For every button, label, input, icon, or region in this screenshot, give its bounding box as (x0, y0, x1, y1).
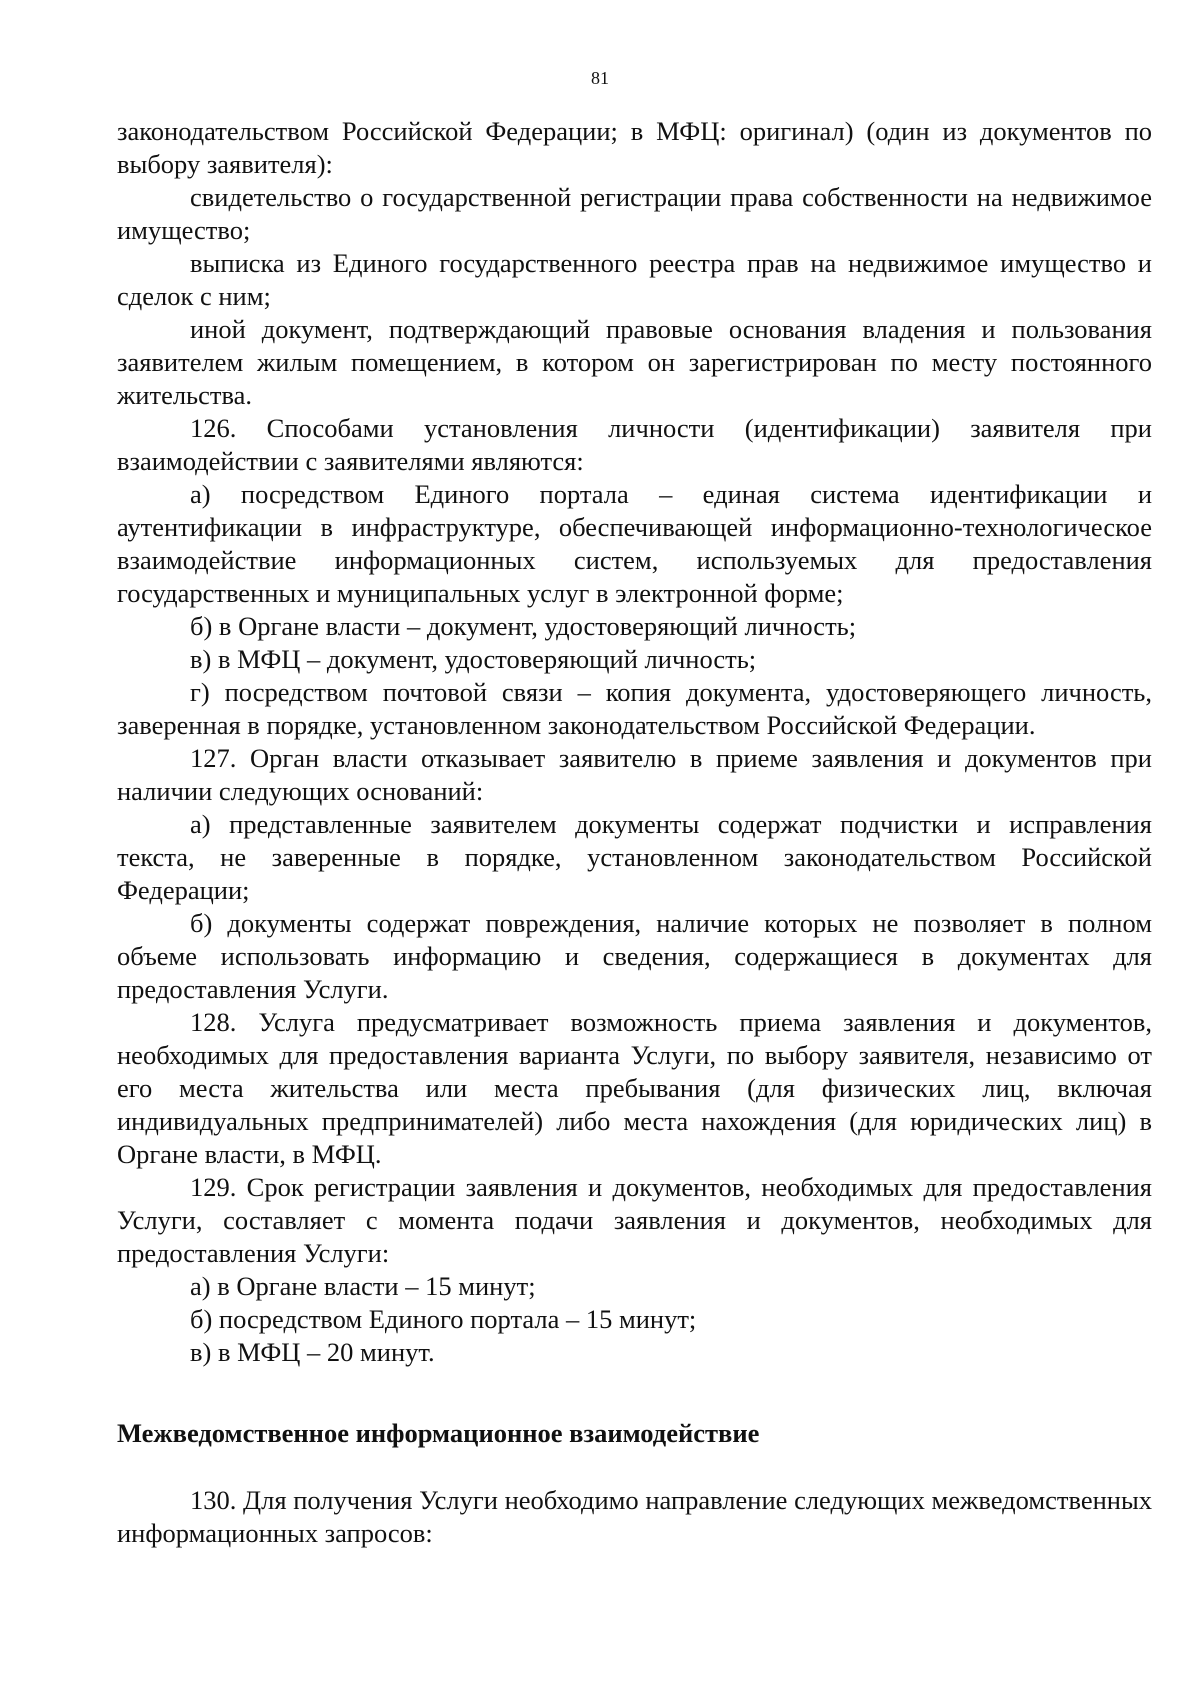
paragraph-item: иной документ, подтверждающий правовые основания владения и пользования заявителем жилым помещением, в котором он зарегистрирован по месту постоянного жительства. (117, 314, 1152, 410)
paragraph-item: б) документы содержат повреждения, наличие которых не позволяет в полном объеме использовать информацию и сведения, содержащиеся в документах для предоставления Услуги. (117, 908, 1152, 1004)
page-number: 81 (591, 68, 609, 88)
paragraph-127: 127. Орган власти отказывает заявителю в приеме заявления и документов при наличии следующих оснований: (117, 743, 1152, 806)
paragraph-item: б) в Органе власти – документ, удостоверяющий личность; (190, 611, 857, 641)
section-heading: Межведомственное информационное взаимодействие (117, 1418, 760, 1448)
paragraph-item: а) в Органе власти – 15 минут; (190, 1271, 536, 1301)
paragraph-126: 126. Способами установления личности (идентификации) заявителя при взаимодействии с заявителями являются: (117, 413, 1152, 476)
paragraph-continuation: законодательством Российской Федерации; в МФЦ: оригинал) (один из документов по выбору заявителя): (117, 116, 1152, 179)
paragraph-128: 128. Услуга предусматривает возможность приема заявления и документов, необходимых для предоставления варианта Услуги, по выбору заявителя, независимо от его места жительства или места пребывания (для физических лиц, включая индивидуальных предпринимателей) либо места нахождения (для юридических лиц) в Органе власти, в МФЦ. (117, 1007, 1152, 1169)
paragraph-item: свидетельство о государственной регистрации права собственности на недвижимое имущество; (117, 182, 1152, 245)
paragraph-item: выписка из Единого государственного реестра прав на недвижимое имущество и сделок с ним; (117, 248, 1152, 311)
paragraph-item: а) посредством Единого портала – единая система идентификации и аутентификации в инфраструктуре, обеспечивающей информационно-технологическое взаимодействие информационных систем, используемых для предоставления государственных и муниципальных услуг в электронной форме; (117, 479, 1152, 608)
document-body (117, 115, 1152, 1550)
paragraph-item: г) посредством почтовой связи – копия документа, удостоверяющего личность, заверенная в порядке, установленном законодательством Российской Федерации. (117, 677, 1152, 740)
paragraph-130: 130. Для получения Услуги необходимо направление следующих межведомственных информационных запросов: (117, 1485, 1152, 1548)
paragraph-item: а) представленные заявителем документы содержат подчистки и исправления текста, не заверенные в порядке, установленном законодательством Российской Федерации; (117, 809, 1152, 905)
paragraph-item: в) в МФЦ – документ, удостоверяющий личность; (190, 644, 757, 674)
paragraph-item: в) в МФЦ – 20 минут. (190, 1337, 435, 1367)
paragraph-129: 129. Срок регистрации заявления и документов, необходимых для предоставления Услуги, составляет с момента подачи заявления и документов, необходимых для предоставления Услуги: (117, 1172, 1152, 1268)
paragraph-item: б) посредством Единого портала – 15 минут; (190, 1304, 697, 1334)
